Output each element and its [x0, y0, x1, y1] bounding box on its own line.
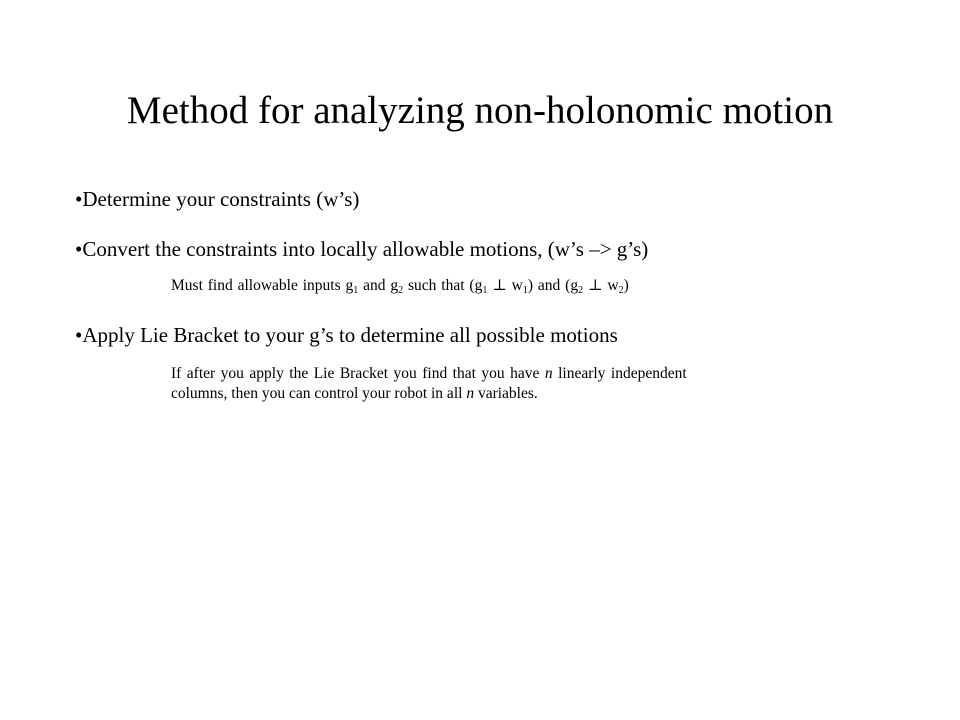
sub-point-lie-bracket-result — [171, 364, 687, 404]
sub-line-1: If after you apply the Lie Bracket you find that you have n linearly independent — [171, 365, 687, 382]
bullet-convert-constraints — [75, 236, 648, 262]
sub-point-allowable-inputs: Must find allowable inputs $g_1$ and $g_2$ such that ($g_1$ ⊥ $w_1$) and ($g_2$ ⊥ $w_2$) — [171, 277, 629, 296]
bullet-marker: • — [75, 237, 83, 261]
bullet-marker: • — [75, 187, 83, 211]
bullet-apply-lie-bracket — [75, 322, 618, 348]
bullet-marker: • — [75, 323, 83, 347]
slide-title: Method for analyzing non-holonomic motion — [126, 89, 834, 132]
bullet-text: Convert the constraints into locally allowable motions, (w’s –> g’s) — [82, 237, 649, 261]
bullet-text: Apply Lie Bracket to your g’s to determine all possible motions — [82, 323, 618, 347]
bullet-text: Determine your constraints (w’s) — [82, 187, 360, 211]
sub-line-2: columns, then you can control your robot in all n variables. — [171, 385, 538, 402]
bullet-determine-constraints — [75, 186, 359, 212]
